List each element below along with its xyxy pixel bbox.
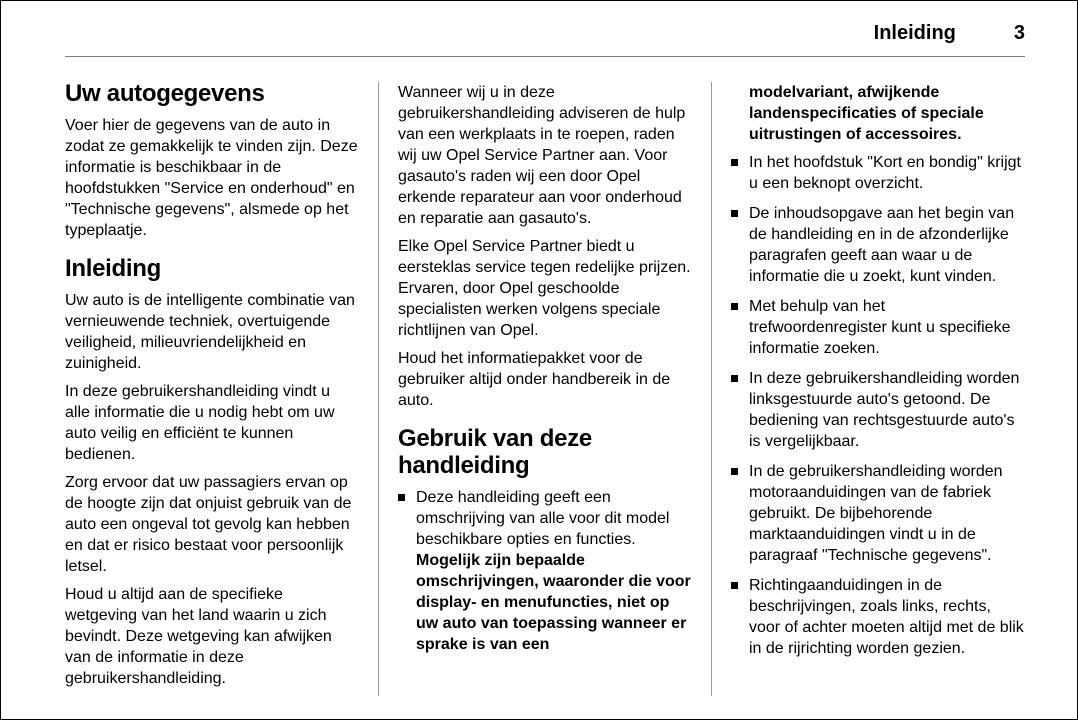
paragraph: Uw auto is de intelligente combinatie van vernieuwende techniek, overtuigende veiligheid, milieuvriendelijkheid en zuinigheid. <box>65 292 355 372</box>
bullet-item <box>731 203 1025 287</box>
bullet-continuation-bold: modelvariant, afwijkende landenspecificaties of speciale uitrustingen of accessoires. <box>749 84 984 143</box>
bullet-text: Richtingaanduidingen in de beschrijvingen, zoals links, rechts, voor of achter moeten altijd met de blik in de rijrichting worden gezien. <box>749 577 1024 657</box>
column-2 <box>398 82 692 696</box>
bullet-text: In het hoofdstuk "Kort en bondig" krijgt u een beknopt overzicht. <box>749 154 1021 192</box>
page-header <box>65 21 1025 45</box>
bullet-text <box>416 487 692 655</box>
bullet-item <box>731 575 1025 659</box>
bullet-text-bold: Mogelijk zijn bepaalde omschrijvingen, waaronder die voor display- en menufuncties, niet op uw auto van toepassing wanneer er sprake is van een <box>416 552 691 653</box>
content-columns <box>65 80 1025 687</box>
bullet-square-icon <box>731 582 738 589</box>
header-rule <box>65 56 1025 57</box>
column-divider <box>711 82 712 696</box>
bullet-item <box>731 152 1025 194</box>
section-heading-gebruik: Gebruik van deze handleiding <box>398 425 592 479</box>
bullet-item <box>731 368 1025 452</box>
bullet-square-icon <box>731 468 738 475</box>
bullet-text: In de gebruikershandleiding worden motoraanduidingen van de fabriek gebruikt. De bijbehorende marktaanduidingen vindt u in de paragraaf "Technische gegevens". <box>749 463 1003 564</box>
bullet-square-icon <box>731 210 738 217</box>
bullet-item <box>731 296 1025 359</box>
section-heading-autogegevens: Uw autogegevens <box>65 80 265 107</box>
paragraph: In deze gebruikershandleiding vindt u alle informatie die u nodig hebt om uw auto veilig en efficiënt te kunnen bedienen. <box>65 383 335 463</box>
bullet-text: De inhoudsopgave aan het begin van de handleiding en in de afzonderlijke paragrafen geeft aan waar u de informatie die u zoekt, kunt vinden. <box>749 205 1015 285</box>
section-heading-inleiding: Inleiding <box>65 255 161 282</box>
bullet-square-icon <box>731 159 738 166</box>
column-3 <box>731 82 1025 696</box>
paragraph: Elke Opel Service Partner biedt u eersteklas service tegen redelijke prijzen. Ervaren, door Opel geschoolde specialisten werken volgens speciale richtlijnen van Opel. <box>398 238 691 339</box>
chapter-title: Inleiding <box>873 22 956 44</box>
bullet-text-normal: Deze handleiding geeft een omschrijving van alle voor dit model beschikbare opties en functies. <box>416 489 670 548</box>
paragraph: Voer hier de gegevens van de auto in zodat ze gemakkelijk te vinden zijn. Deze informatie is beschikbaar in de hoofdstukken "Service en onderhoud" en "Technische gegevens", alsmede op het typeplaatje. <box>65 117 358 239</box>
column-1 <box>65 82 359 696</box>
paragraph: Houd het informatiepakket voor de gebruiker altijd onder handbereik in de auto. <box>398 350 671 409</box>
paragraph: Wanneer wij u in deze gebruikershandleiding adviseren de hulp van een werkplaats in te roepen, raden wij uw Opel Service Partner aan. Voor gasauto's raden wij een door Opel erkende reparateur aan voor onderhoud en reparatie aan gasauto's. <box>398 84 686 227</box>
column-divider <box>378 82 379 696</box>
bullet-text: In deze gebruikershandleiding worden linksgestuurde auto's getoond. De bediening van rechtsgestuurde auto's is vergelijkbaar. <box>749 370 1020 450</box>
bullet-item <box>731 461 1025 566</box>
bullet-item <box>398 487 692 655</box>
paragraph: Zorg ervoor dat uw passagiers ervan op de hoogte zijn dat onjuist gebruik van de auto een ongeval tot gevolg kan hebben en dat er risico bestaat voor persoonlijk letsel. <box>65 474 352 575</box>
paragraph: Houd u altijd aan de specifieke wetgeving van het land waarin u zich bevindt. Deze wetgeving kan afwijken van de informatie in deze gebruikershandleiding. <box>65 586 332 687</box>
page-number: 3 <box>1013 22 1025 44</box>
bullet-square-icon <box>731 303 738 310</box>
bullet-square-icon <box>398 494 405 501</box>
bullet-text: Met behulp van het trefwoordenregister kunt u specifieke informatie zoeken. <box>749 298 1011 357</box>
bullet-square-icon <box>731 375 738 382</box>
